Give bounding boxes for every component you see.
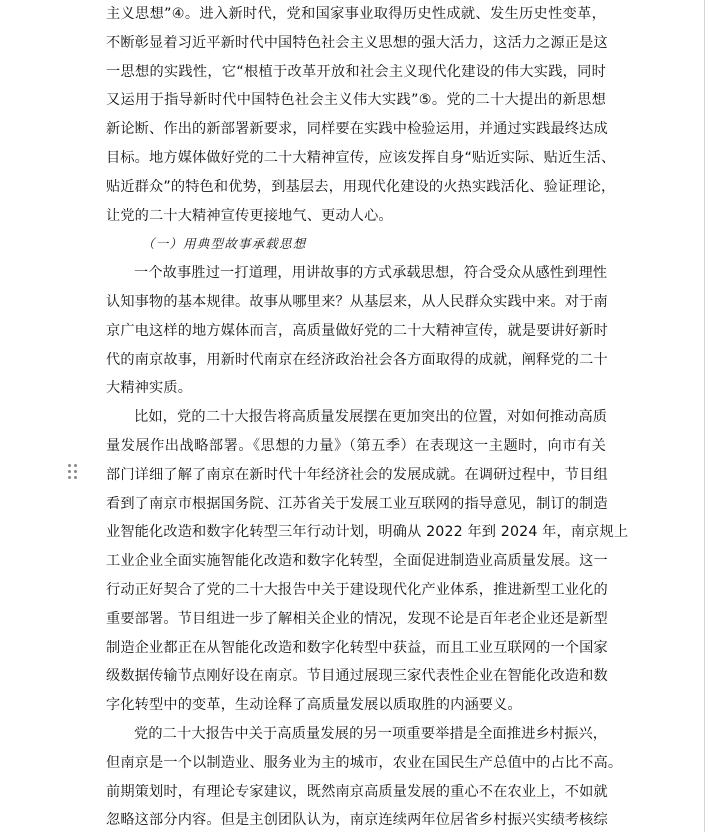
- body-line: 级数据传输节点刚好设在南京。节目通过展现三家代表性企业在智能化改造和数: [106, 668, 608, 685]
- body-line: 行动正好契合了党的二十大报告中关于建设现代化产业体系，推进新型工业化的: [106, 581, 608, 598]
- body-line: 重要部署。节目组进一步了解相关企业的情况，发现不论是百年老企业还是新型: [106, 610, 608, 627]
- body-line: 新论断、作出的新部署新要求，同样要在实践中检验运用，并通过实践最终达成: [106, 121, 608, 138]
- body-line: 忽略这部分内容。但是主创团队认为，南京连续两年位居省乡村振兴实绩考核综: [106, 812, 608, 829]
- body-line: 制造企业都正在从智能化改造和数字化转型中获益，而且工业互联网的一个国家: [106, 639, 608, 656]
- body-line: 一思想的实践性，它“根植于改革开放和社会主义现代化建设的伟大实践，同时: [106, 63, 606, 80]
- body-line: 让党的二十大精神宣传更接地气、更动人心。: [106, 207, 393, 224]
- body-line: 又运用于指导新时代中国特色社会主义伟大实践”⑤。党的二十大提出的新思想: [106, 92, 606, 109]
- body-line: 主义思想”④。进入新时代，党和国家事业取得历史性成就、发生历史性变革，: [106, 6, 606, 22]
- body-line: 不断彰显着习近平新时代中国特色社会主义思想的强大活力，这活力之源正是这: [106, 34, 608, 51]
- body-line: 部门详细了解了南京在新时代十年经济社会的发展成就。在调研过程中，节目组: [106, 466, 608, 483]
- body-line: 目标。地方媒体做好党的二十大精神宣传，应该发挥自身“贴近实际、贴近生活、: [106, 149, 616, 166]
- body-line: 量发展作出战略部署。《思想的力量》（第五季）在表现这一主题时，向市有关: [106, 437, 606, 454]
- page-edge-divider: [704, 0, 705, 832]
- body-line: 京广电这样的地方媒体而言，高质量做好党的二十大精神宣传，就是要讲好新时: [106, 322, 608, 339]
- body-line: 工业企业全面实施智能化改造和数字化转型，全面促进制造业高质量发展。这一: [106, 553, 608, 570]
- section-heading: （一）用典型故事承载思想: [142, 236, 307, 252]
- body-line: 但南京是一个以制造业、服务业为主的城市，农业在国民生产总值中的占比不高。: [106, 754, 623, 771]
- drag-handle-icon[interactable]: [68, 464, 78, 480]
- body-line: 认知事物的基本规律。故事从哪里来？从基层来，从人民群众实践中来。对于南: [106, 293, 608, 310]
- body-line: 前期策划时，有理论专家建议，既然南京高质量发展的重心不在农业上，不如就: [106, 783, 608, 800]
- body-line: 大精神实质。: [106, 380, 193, 397]
- body-line: 党的二十大报告中关于高质量发展的另一项重要举措是全面推进乡村振兴，: [134, 725, 608, 742]
- document-body: [106, 0, 629, 835]
- body-line: 业智能化改造和数字化转型三年行动计划，明确从 2022 年到 2024 年，南京规上: [106, 524, 629, 541]
- body-line: 代的南京故事，用新时代南京在经济政治社会各方面取得的成就，阐释党的二十: [106, 351, 608, 368]
- body-line: 看到了南京市根据国务院、江苏省关于发展工业互联网的指导意见，制订的制造: [106, 495, 608, 512]
- body-line: 字化转型中的变革，生动诠释了高质量发展以质取胜的内涵要义。: [106, 697, 522, 714]
- body-line: 贴近群众”的特色和优势，到基层去，用现代化建设的火热实践活化、验证理论，: [106, 178, 616, 195]
- body-line: 一个故事胜过一打道理，用讲故事的方式承载思想，符合受众从感性到理性: [134, 265, 608, 282]
- body-line: 比如，党的二十大报告将高质量发展摆在更加突出的位置，对如何推动高质: [134, 409, 608, 426]
